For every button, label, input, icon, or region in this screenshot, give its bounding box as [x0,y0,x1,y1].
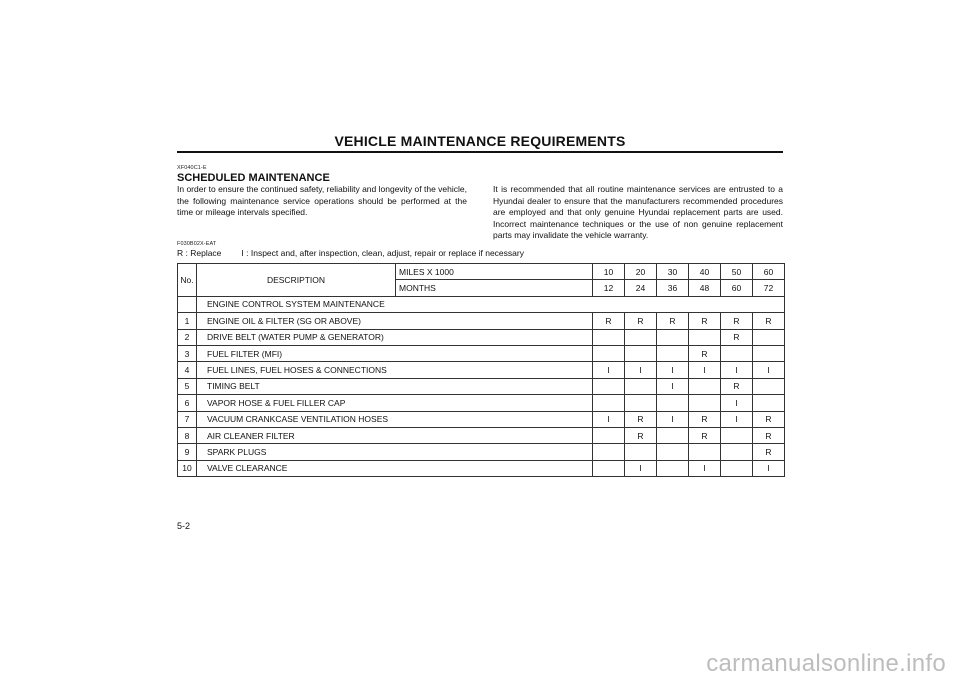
page-number: 5-2 [177,521,191,531]
row-number: 6 [178,395,197,411]
schedule-cell [625,329,657,345]
table-row [178,444,785,460]
schedule-cell: R [593,313,625,329]
table-row [178,395,785,411]
watermark: carmanualsonline.info [706,650,946,677]
months-value: 12 [593,280,625,296]
schedule-cell [657,444,689,460]
miles-value: 40 [689,264,721,280]
row-number: 9 [178,444,197,460]
schedule-cell: I [657,378,689,394]
schedule-cell [593,395,625,411]
no-header: No. [178,264,197,297]
schedule-cell [689,395,721,411]
row-number: 10 [178,460,197,476]
miles-label: MILES X 1000 [396,264,593,280]
schedule-cell: I [721,362,753,378]
schedule-cell [753,395,785,411]
schedule-cell: R [689,427,721,443]
schedule-cell: I [721,395,753,411]
table-row [178,460,785,476]
page-title: VEHICLE MAINTENANCE REQUIREMENTS [334,133,626,149]
schedule-cell [721,345,753,361]
months-value: 36 [657,280,689,296]
schedule-cell [593,329,625,345]
intro-paragraph-left: In order to ensure the continued safety, reliability and longevity of the vehicle, the following maintenance service operations should be performed at the time or mileage intervals specified. [177,184,467,217]
schedule-cell: I [657,411,689,427]
schedule-cell [721,460,753,476]
schedule-cell [593,427,625,443]
schedule-cell [657,427,689,443]
schedule-cell: I [721,411,753,427]
schedule-cell: R [753,427,785,443]
row-number: 7 [178,411,197,427]
months-label: MONTHS [396,280,593,296]
row-number: 2 [178,329,197,345]
table-row [178,362,785,378]
row-number: 3 [178,345,197,361]
section-code: XF040C1-E [177,165,207,171]
schedule-cell [689,329,721,345]
months-value: 24 [625,280,657,296]
schedule-cell: I [753,460,785,476]
schedule-cell [625,444,657,460]
row-number: 8 [178,427,197,443]
table-row [178,329,785,345]
schedule-cell [753,378,785,394]
row-description: SPARK PLUGS [197,444,593,460]
row-description: AIR CLEANER FILTER [197,427,593,443]
legend-code: F030B02X-EAT [177,241,217,247]
row-description: FUEL LINES, FUEL HOSES & CONNECTIONS [197,362,593,378]
maintenance-schedule-table [177,263,785,477]
miles-value: 50 [721,264,753,280]
schedule-cell: I [593,411,625,427]
group-title: ENGINE CONTROL SYSTEM MAINTENANCE [197,296,785,312]
schedule-cell [721,427,753,443]
schedule-cell [657,460,689,476]
schedule-cell: I [625,362,657,378]
schedule-cell [657,345,689,361]
schedule-cell: R [753,313,785,329]
table-row [178,427,785,443]
legend [177,248,524,258]
row-description: VACUUM CRANKCASE VENTILATION HOSES [197,411,593,427]
miles-value: 60 [753,264,785,280]
header-row-miles [178,264,785,280]
schedule-cell [593,444,625,460]
schedule-cell [753,345,785,361]
row-description: VAPOR HOSE & FUEL FILLER CAP [197,395,593,411]
row-number: 5 [178,378,197,394]
months-value: 72 [753,280,785,296]
title-rule [177,151,783,153]
miles-value: 10 [593,264,625,280]
legend-inspect: I : Inspect and, after inspection, clean, adjust, repair or replace if necessary [241,248,524,258]
group-no-cell [178,296,197,312]
row-number: 1 [178,313,197,329]
group-title-row [178,296,785,312]
schedule-cell [625,345,657,361]
schedule-cell [593,345,625,361]
schedule-cell [689,444,721,460]
schedule-cell: R [721,329,753,345]
months-value: 48 [689,280,721,296]
table-row [178,313,785,329]
schedule-cell: R [625,427,657,443]
intro-paragraph-right: It is recommended that all routine maintenance services are entrusted to a Hyundai dealer to ensure that the manufacturers recommended procedures are employed and that only genuine Hyundai replacement parts are used. Incorrect maintenance techniques or the use of non genuine replacement parts may invalidate the vehicle warranty. [493,184,783,240]
schedule-cell: R [657,313,689,329]
row-number: 4 [178,362,197,378]
schedule-cell: R [721,313,753,329]
table-row [178,345,785,361]
schedule-cell [593,460,625,476]
miles-value: 20 [625,264,657,280]
row-description: TIMING BELT [197,378,593,394]
schedule-cell: I [657,362,689,378]
schedule-cell: R [753,411,785,427]
legend-replace: R : Replace [177,248,222,258]
row-description: DRIVE BELT (WATER PUMP & GENERATOR) [197,329,593,345]
schedule-cell [753,329,785,345]
schedule-cell: R [689,345,721,361]
schedule-cell: R [625,313,657,329]
row-description: FUEL FILTER (MFI) [197,345,593,361]
schedule-cell [625,378,657,394]
miles-value: 30 [657,264,689,280]
row-description: VALVE CLEARANCE [197,460,593,476]
schedule-cell: I [625,460,657,476]
schedule-cell [593,378,625,394]
row-description: ENGINE OIL & FILTER (SG OR ABOVE) [197,313,593,329]
schedule-cell [689,378,721,394]
table-row [178,411,785,427]
schedule-cell [625,395,657,411]
schedule-cell: I [689,460,721,476]
schedule-cell [721,444,753,460]
months-value: 60 [721,280,753,296]
schedule-cell: R [689,411,721,427]
schedule-cell: R [753,444,785,460]
schedule-cell: I [593,362,625,378]
schedule-cell: R [625,411,657,427]
schedule-cell: R [721,378,753,394]
schedule-cell: I [689,362,721,378]
schedule-cell [657,395,689,411]
schedule-cell [657,329,689,345]
schedule-cell: I [753,362,785,378]
table-row [178,378,785,394]
description-header: DESCRIPTION [197,264,396,297]
section-heading: SCHEDULED MAINTENANCE [177,172,330,184]
schedule-cell: R [689,313,721,329]
